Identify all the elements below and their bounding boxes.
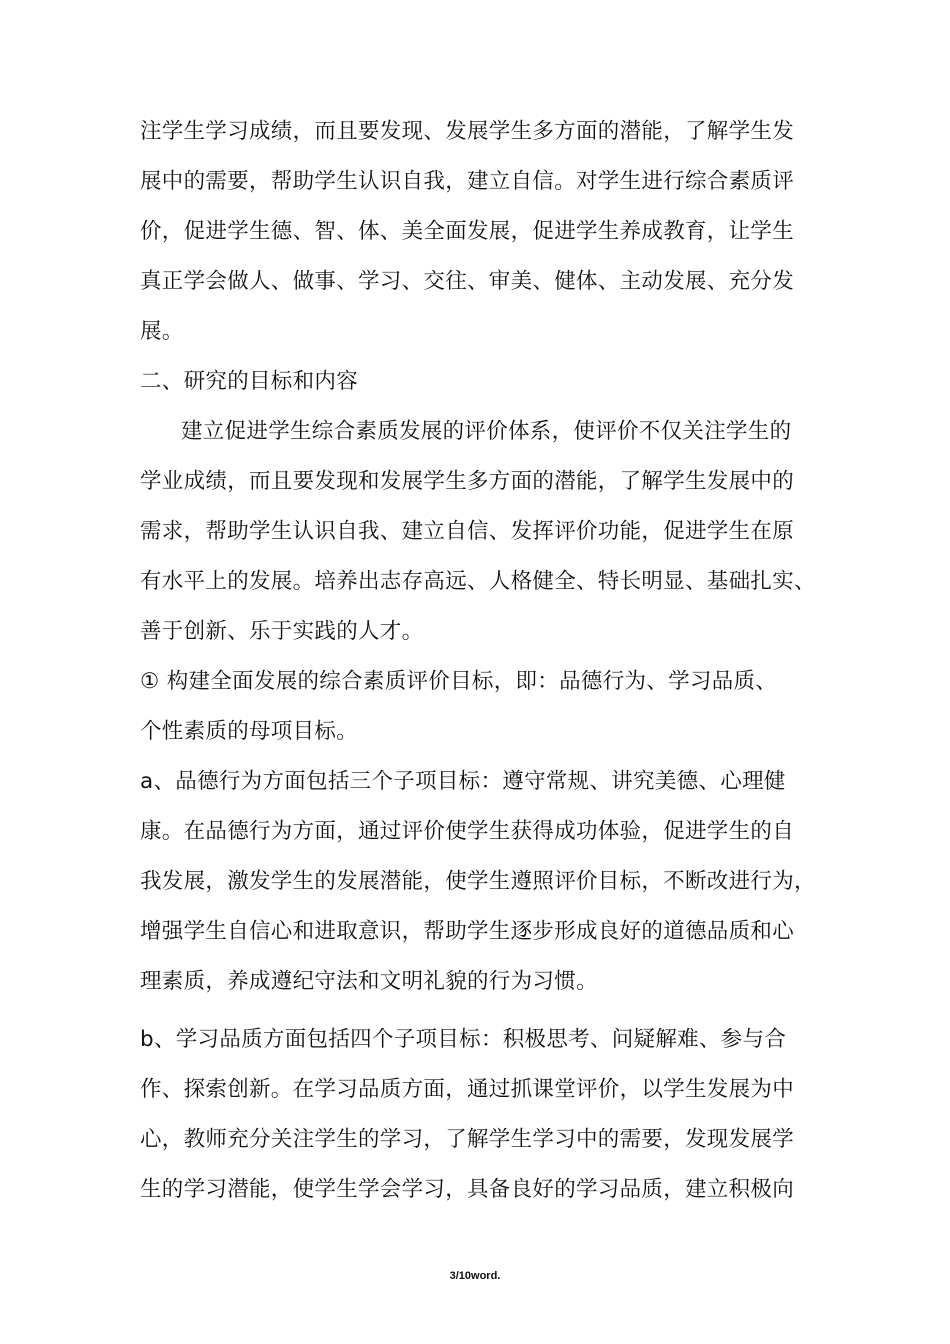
- text-line: 心，教师充分关注学生的学习，了解学生学习中的需要，发现发展学: [140, 1127, 795, 1152]
- text-line: 康。在品德行为方面，通过评价使学生获得成功体验，促进学生的自: [140, 819, 795, 844]
- text-line: 有水平上的发展。培养出志存高远、人格健全、特长明显、基础扎实、: [140, 569, 816, 594]
- text-line: 真正学会做人、做事、学习、交往、审美、健体、主动发展、充分发: [140, 269, 795, 294]
- list-item: b、学习品质方面包括四个子项目标：积极思考、问疑解难、参与合: [140, 1027, 787, 1052]
- text-line: 建立促进学生综合素质发展的评价体系，使评价不仅关注学生的: [181, 419, 792, 444]
- text-line: 我发展，激发学生的发展潜能，使学生遵照评价目标，不断改进行为，: [140, 869, 816, 894]
- text-line: 需求，帮助学生认识自我、建立自信、发挥评价功能，促进学生在原: [140, 519, 795, 544]
- text-line: 个性素质的母项目标。: [140, 719, 359, 744]
- page-footer: 3/10word.: [449, 1270, 501, 1282]
- text-line: 增强学生自信心和进取意识，帮助学生逐步形成良好的道德品质和心: [140, 919, 795, 944]
- text-line: 生的学习潜能，使学生学会学习，具备良好的学习品质，建立积极向: [140, 1177, 795, 1202]
- text-line: 展。: [140, 319, 184, 344]
- section-heading: 二、研究的目标和内容: [140, 369, 359, 394]
- text-line: 展中的需要，帮助学生认识自我，建立自信。对学生进行综合素质评: [140, 169, 795, 194]
- list-item: a、品德行为方面包括三个子项目标：遵守常规、讲究美德、心理健: [140, 769, 786, 794]
- text-line: 价，促进学生德、智、体、美全面发展，促进学生养成教育，让学生: [140, 219, 795, 244]
- text-line: 善于创新、乐于实践的人才。: [140, 619, 424, 644]
- text-line: 理素质，养成遵纪守法和文明礼貌的行为习惯。: [140, 969, 598, 994]
- text-line: 作、探索创新。在学习品质方面，通过抓课堂评价，以学生发展为中: [140, 1077, 795, 1102]
- text-line: 学业成绩，而且要发现和发展学生多方面的潜能，了解学生发展中的: [140, 469, 795, 494]
- text-line: 注学生学习成绩，而且要发现、发展学生多方面的潜能，了解学生发: [140, 119, 795, 144]
- list-item: ① 构建全面发展的综合素质评价目标，即：品德行为、学习品质、: [140, 669, 778, 694]
